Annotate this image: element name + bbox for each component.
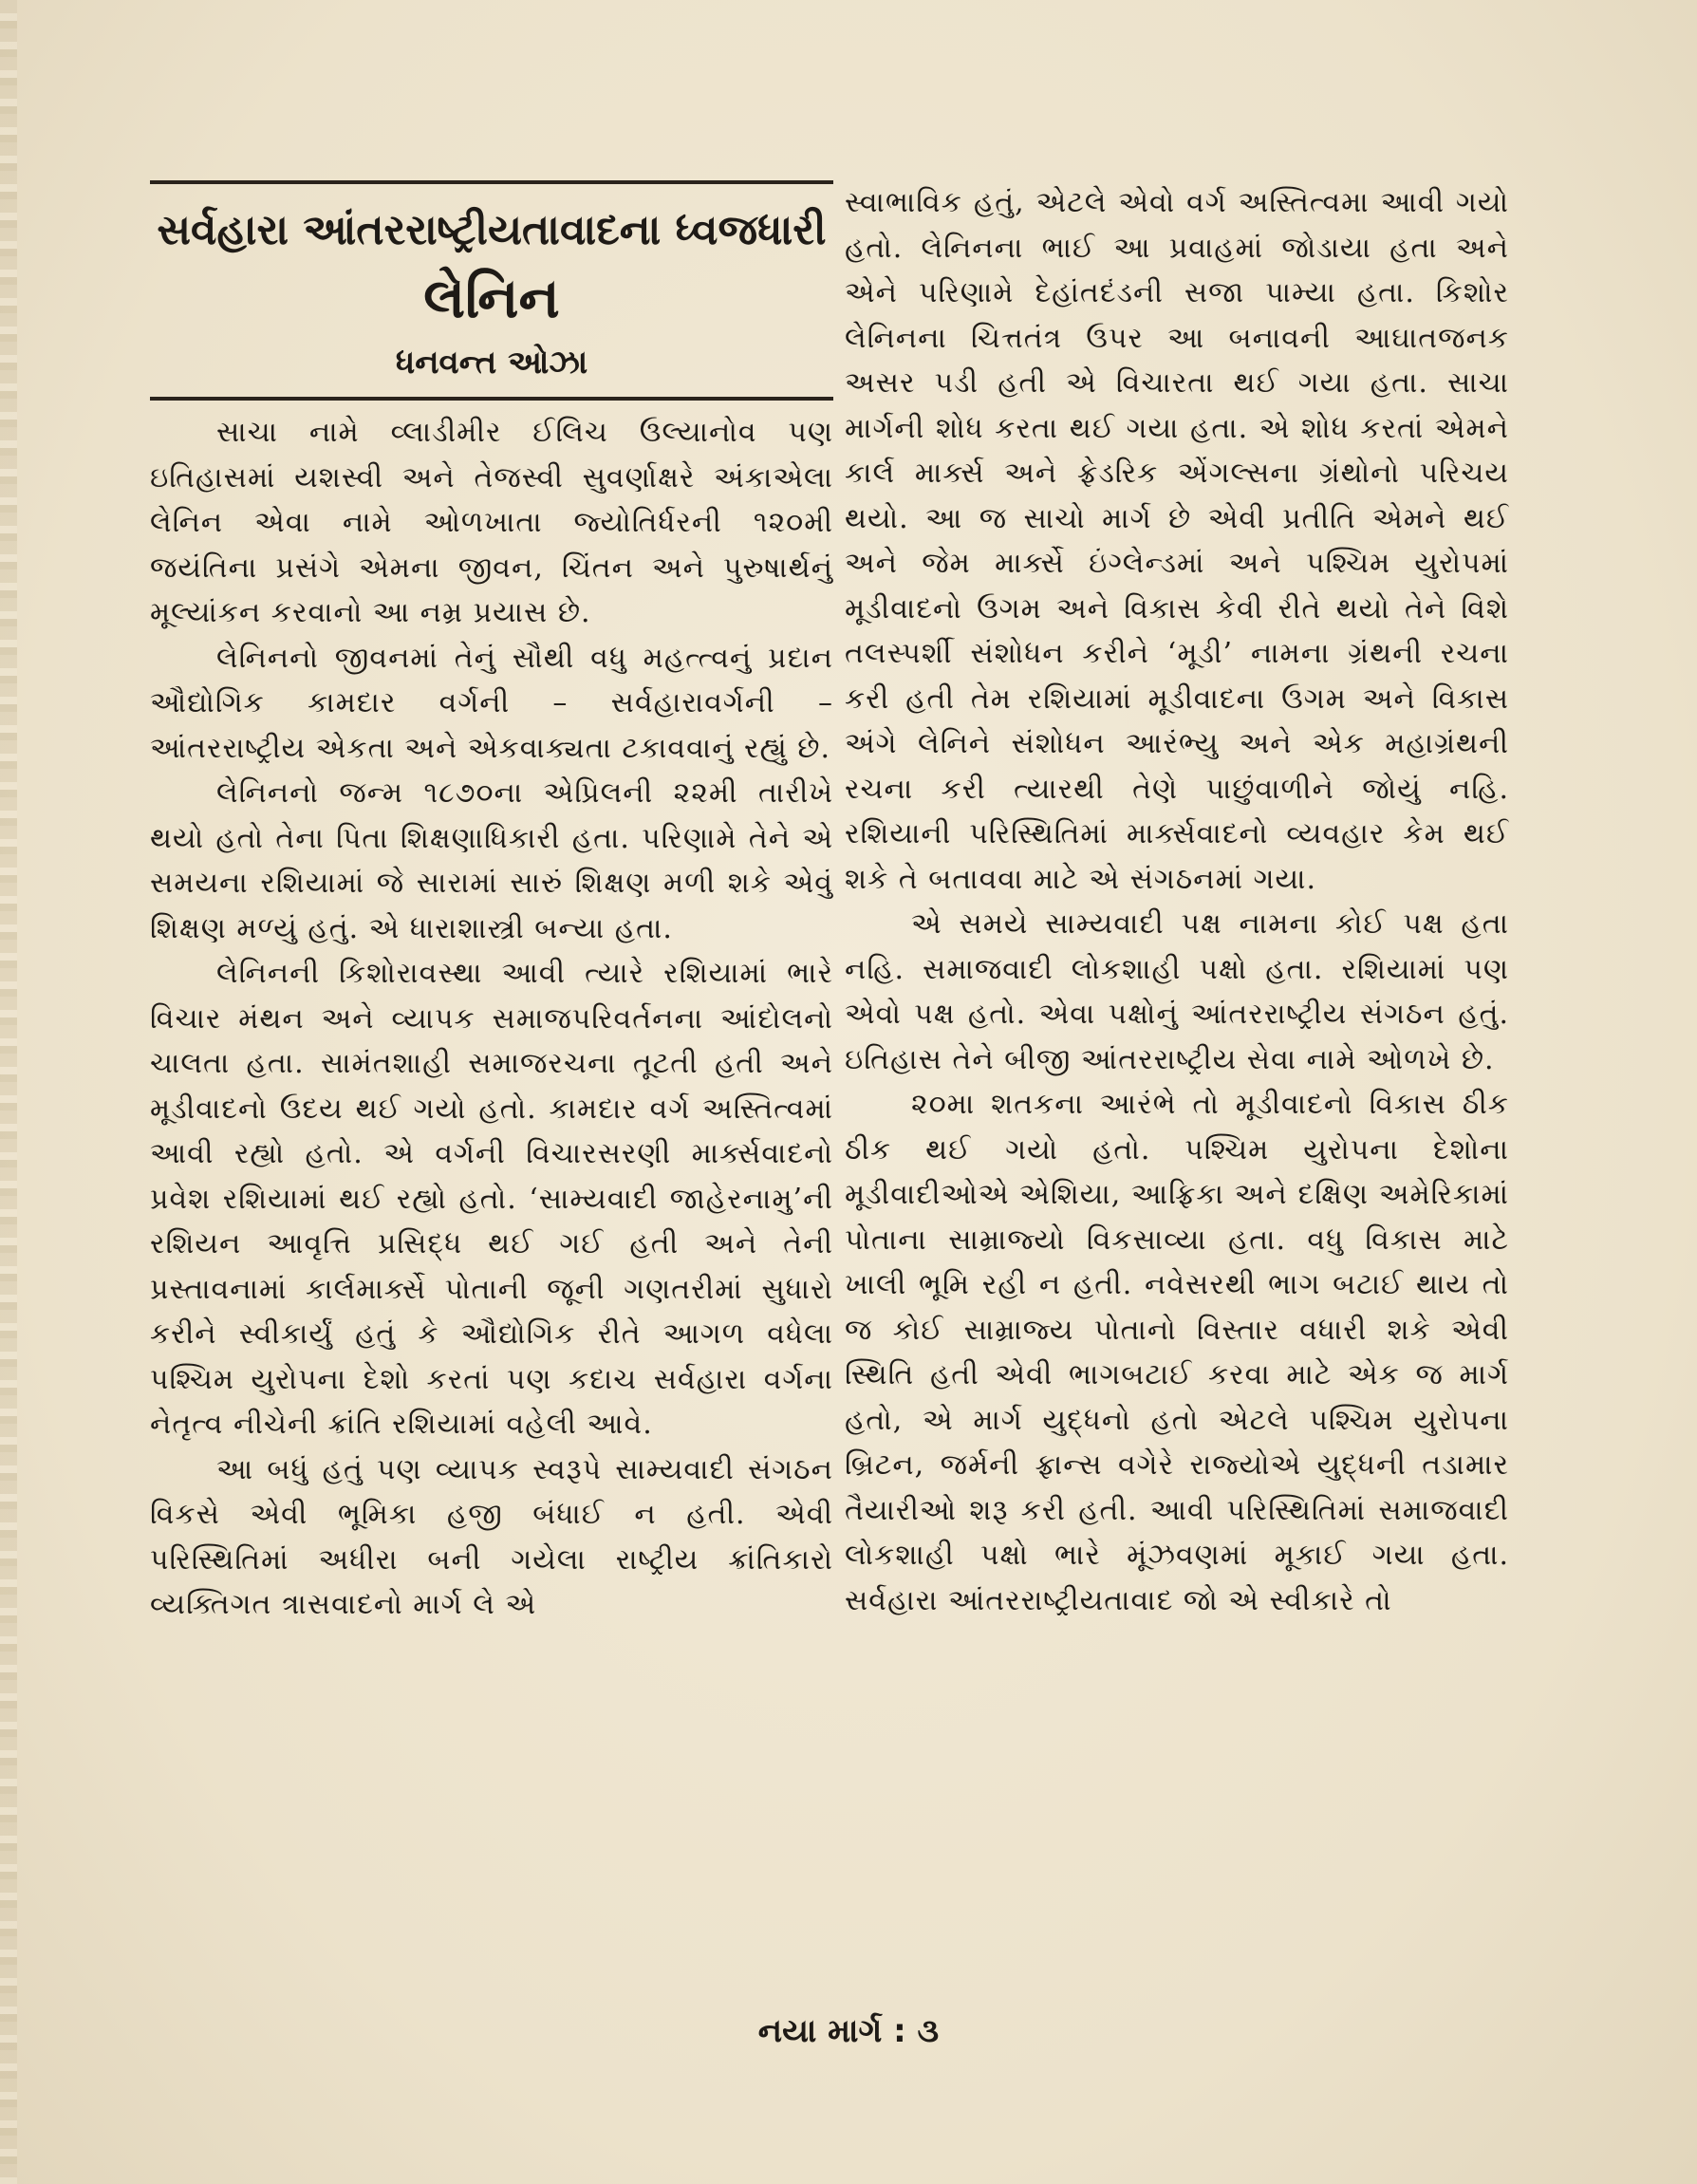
paragraph: એ સમયે સામ્યવાદી પક્ષ નામના કોઈ પક્ષ હતા નહિ. સમાજવાદી લોકશાહી પક્ષો હતા. રશિયામાં પણ એવો પક્ષ હતો. એવા પક્ષોનું આંતરરાષ્ટ્રીય સંગઠન હતું. ઇતિહાસ તેને બીજી આંતરરાષ્ટ્રીય સેવા નામે ઓળખે છે. (845, 907, 1509, 1076)
left-column (150, 180, 833, 1628)
paragraph: ૨૦મા શતકના આરંભે તો મૂડીવાદનો વિકાસ ઠીક ઠીક થઈ ગયો હતો. પશ્ચિમ યુરોપના દેશોના મૂડીવાદીઓએ એશિયા, આફ્રિકા અને દક્ષિણ અમેરિકામાં પોતાના સામ્રાજ્યો વિકસાવ્યા હતા. વધુ વિકાસ માટે ખાલી ભૂમિ રહી ન હતી. નવેસરથી ભાગ બટાઈ થાય તો જ કોઈ સામ્રાજ્ય પોતાનો વિસ્તાર વધારી શકે એવી સ્થિતિ હતી એવી ભાગબટાઈ કરવા માટે એક જ માર્ગ હતો, એ માર્ગ યુદ્ધનો હતો એટલે પશ્ચિમ યુરોપના બ્રિટન, જર્મની ફ્રાન્સ વગેરે રાજ્યોએ યુદ્ધની તડામાર તૈયારીઓ શરૂ કરી હતી. આવી પરિસ્થિતિમાં સમાજવાદી લોકશાહી પક્ષો ભારે મૂંઝવણમાં મૂકાઈ ગયા હતા. સર્વહારા આંતરરાષ્ટ્રીયતાવાદ જો એ સ્વીકારે તો (845, 1088, 1509, 1617)
title-rule-top (150, 180, 833, 184)
article-title: સર્વહારા આંતરરાષ્ટ્રીયતાવાદના ધ્વજધારી (157, 206, 827, 254)
paragraph: સાચા નામે વ્લાડીમીર ઈલિચ ઉલ્યાનોવ પણ ઇતિહાસમાં યશસ્વી અને તેજસ્વી સુવર્ણાક્ષરે અંકાએલા લેનિન એવા નામે ઓળખાતા જ્યોતિર્ધરની ૧૨૦મી જયંતિના પ્રસંગે એમના જીવન, ચિંતન અને પુરુષાર્થનું મૂલ્યાંકન કરવાનો આ નમ્ર પ્રયાસ છે. (150, 416, 833, 629)
paragraph: લેનિનનો જન્મ ૧૮૭૦ના એપ્રિલની ૨૨મી તારીખે થયો હતો તેના પિતા શિક્ષણાધિકારી હતા. પરિણામે તેને એ સમયના રશિયામાં જે સારામાં સારું શિક્ષણ મળી શકે એવું શિક્ષણ મળ્યું હતું. એ ધારાશાસ્ત્રી બન્યા હતા. (150, 776, 833, 945)
right-column (845, 180, 1509, 1623)
paragraph: આ બધું હતું પણ વ્યાપક સ્વરૂપે સામ્યવાદી સંગઠન વિકસે એવી ભૂમિકા હજી બંધાઈ ન હતી. એવી પરિસ્થિતિમાં અધીરા બની ગયેલા રાષ્ટ્રીય ક્રાંતિકારો વ્યક્તિગત ત્રાસવાદનો માર્ગ લે એ (150, 1452, 833, 1621)
paragraph: લેનિનની કિશોરાવસ્થા આવી ત્યારે રશિયામાં ભારે વિચાર મંથન અને વ્યાપક સમાજપરિવર્તનના આંદોલનો ચાલતા હતા. સામંતશાહી સમાજરચના તૂટતી હતી અને મૂડીવાદનો ઉદય થઈ ગયો હતો. કામદાર વર્ગ અસ્તિત્વમાં આવી રહ્યો હતો. એ વર્ગની વિચારસરણી માર્ક્સવાદનો પ્રવેશ રશિયામાં થઈ રહ્યો હતો. ‘સામ્યવાદી જાહેરનામુ’ની રશિયન આવૃત્તિ પ્રસિદ્ધ થઈ ગઈ હતી અને તેની પ્રસ્તાવનામાં કાર્લમાર્ક્સે પોતાની જૂની ગણતરીમાં સુધારો કરીને સ્વીકાર્યું હતું કે ઔદ્યોગિક રીતે આગળ વધેલા પશ્ચિમ યુરોપના દેશો કરતાં પણ કદાચ સર્વહારા વર્ગના નેતૃત્વ નીચેની ક્રાંતિ રશિયામાં વહેલી આવે. (150, 957, 833, 1441)
paragraph: સ્વાભાવિક હતું, એટલે એવો વર્ગ અસ્તિત્વમા આવી ગયો હતો. લેનિનના ભાઈ આ પ્રવાહમાં જોડાયા હતા અને એને પરિણામે દેહાંતદંડની સજા પામ્યા હતા. કિશોર લેનિનના ચિત્તતંત્ર ઉપર આ બનાવની આઘાતજનક અસર પડી હતી એ વિચારતા થઈ ગયા હતા. સાચા માર્ગની શોધ કરતા થઈ ગયા હતા. એ શોધ કરતાં એમને કાર્લ માર્ક્સ અને ફ્રેડરિક એંગલ્સના ગ્રંથોનો પરિચય થયો. આ જ સાચો માર્ગ છે એવી પ્રતીતિ એમને થઈ અને જેમ માર્ક્સે ઇંગ્લેન્ડમાં અને પશ્ચિમ યુરોપમાં મૂડીવાદનો ઉગમ અને વિકાસ કેવી રીતે થયો તેને વિશે તલસ્પર્શી સંશોધન કરીને ‘મૂડી’ નામના ગ્રંથની રચના કરી હતી તેમ રશિયામાં મૂડીવાદના ઉગમ અને વિકાસ અંગે લેનિને સંશોધન આરંભ્યુ અને એક મહાગ્રંથની રચના કરી ત્યારથી તેણે પાછુંવાળીને જોયું નહિ. રશિયાની પરિસ્થિતિમાં માર્ક્સવાદનો વ્યવહાર કેમ થઈ શકે તે બતાવવા માટે એ સંગઠનમાં ગયા. (845, 186, 1509, 896)
page-footer: નયા માર્ગ : ૩ (757, 2012, 940, 2050)
title-rule-bottom (150, 397, 833, 401)
torn-paper-edge (0, 0, 17, 2184)
article-subject: લેનિન (423, 266, 560, 330)
paragraph: લેનિનનો જીવનમાં તેનું સૌથી વધુ મહત્ત્વનું પ્રદાન ઔદ્યોગિક કામદાર વર્ગની – સર્વહારાવર્ગની – આંતરરાષ્ટ્રીય એકતા અને એકવાક્યતા ટકાવવાનું રહ્યું છે. (150, 641, 833, 765)
article-author: ધનવન્ત ઓઝા (395, 344, 588, 382)
